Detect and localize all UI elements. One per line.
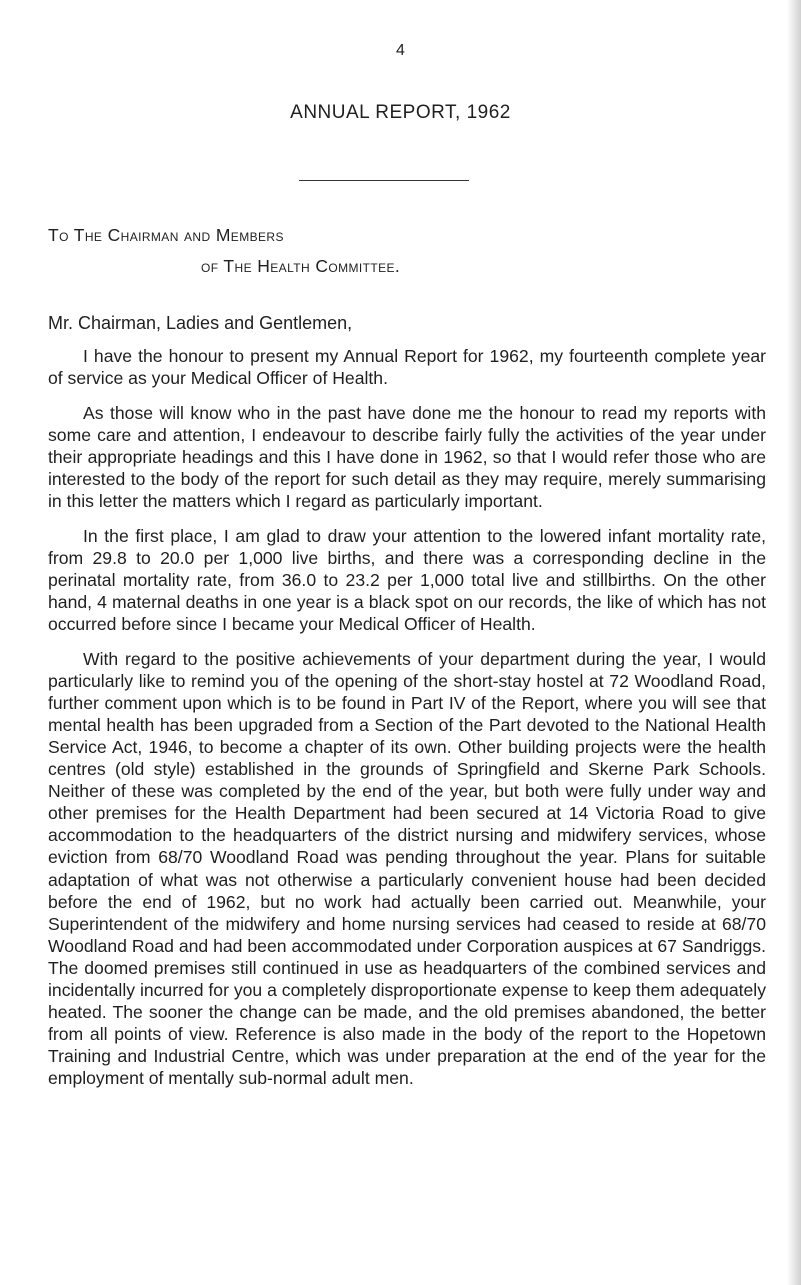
paragraph: With regard to the positive achievements of your department during the year, I would particularly like to remind you of the opening of the short-stay hostel at 72 Woodland Road, further comment upon which is to be found in Part IV of the Report, where you will see that mental health has been upgraded from a Section of the Part devoted to the National Health Service Act, 1946, to become a chapter of its own. Other building projects were the health centres (old style) established in the grounds of Springfield and Skerne Park Schools. Neither of these was completed by the end of the year, but both were fully under way and other premises for the Health Department had been secured at 14 Victoria Road to give accommodation to the headquarters of the district nursing and midwifery services, whose eviction from 68/70 Woodland Road was pending throughout the year. Plans for suitable adaptation of what was not otherwise a particularly convenient house had been decided before the end of 1962, but no work had actually been carried out. Meanwhile, your Superintendent of the midwifery and home nursing services had ceased to reside at 68/70 Woodland Road and had been accommodated under Corporation auspices at 67 Sandriggs. The doomed premises still continued in use as headquarters of the combined services and incidentally incurred for you a completely disproportionate expense to keep them adequately heated. The sooner the change can be made, and the old premises abandoned, the better from all points of view. Reference is also made in the body of the report to the Hopetown Training and Industrial Centre, which was under preparation at the end of the year for the employment of mentally sub-normal adult men. xyxy=(48,648,766,1089)
paragraph: In the first place, I am glad to draw your attention to the lowered infant mortality rate, from 29.8 to 20.0 per 1,000 live births, and there was a corresponding decline in the perinatal mortality rate, from 36.0 to 23.2 per 1,000 total live and stillbirths. On the other hand, 4 maternal deaths in one year is a black spot on our records, the like of which has not occurred before since I became your Medical Officer of Health. xyxy=(48,525,766,635)
letter-body xyxy=(48,345,766,1102)
salutation-line-2: of The Health Committee. xyxy=(201,256,401,276)
paragraph: I have the honour to present my Annual Report for 1962, my fourteenth complete year of service as your Medical Officer of Health. xyxy=(48,346,766,389)
page-number: 4 xyxy=(396,42,405,59)
address-line: Mr. Chairman, Ladies and Gentlemen, xyxy=(48,313,353,333)
salutation-line-1: To The Chairman and Members xyxy=(48,225,284,245)
page-edge-shadow xyxy=(787,0,801,1285)
report-title: ANNUAL REPORT, 1962 xyxy=(290,102,511,123)
title-divider xyxy=(299,180,469,181)
paragraph: As those will know who in the past have done me the honour to read my reports with some care and attention, I endeavour to describe fairly fully the activities of the year under their appropriate headings and this I have done in 1962, so that I would refer those who are interested to the body of the report for such detail as they may require, merely summarising in this letter the matters which I regard as particularly important. xyxy=(48,402,766,512)
